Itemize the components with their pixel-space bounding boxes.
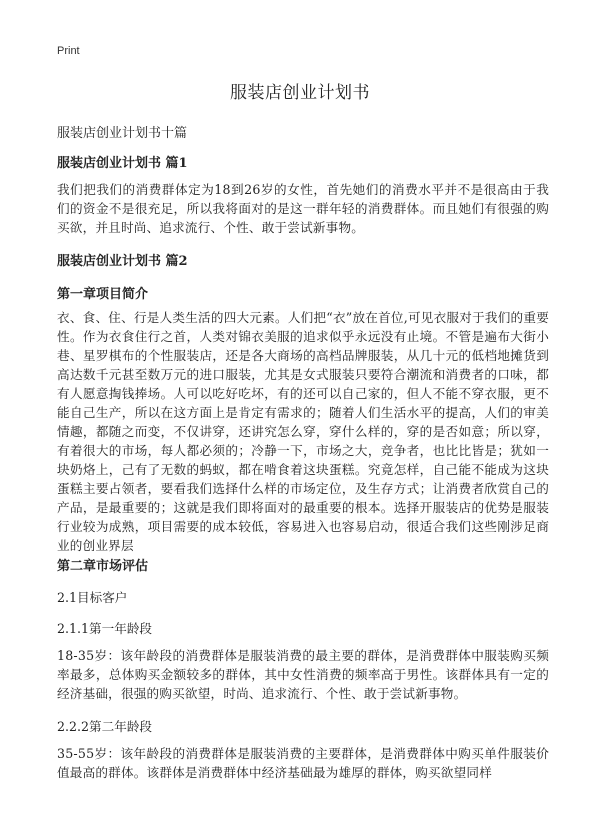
section-2-2-2: 2.2.2第二年龄段 [57,719,153,734]
chapter1-paragraph: 衣、食、住、行是人类生活的四大元素。人们把“衣”放在首位,可见衣服对于我们的重要性。作为衣食住行之首，人类对锦衣美服的追求似乎永远没有止境。不管是遍布大街小巷、星罗棋布的个性服装店，还是各大商场的高档品牌服装，从几十元的低档地摊货到高达数千元甚至数万元的进口服装，尤其是女式服装只要符合潮流和消费者的口味，都有人愿意掏钱捧场。人可以吃好吃坏，有的还可以自己家的，但人不能不穿衣服，更不能自己生产，所以在这方面上是肯定有需求的；随着人们生活水平的提高，人们的审美情趣，都随之而变，不仅讲穿，还讲究怎么穿，穿什么样的，穿的是否如意；所以穿，有着很大的市场，每人都必须的；冷静一下，市场之大，竞争者，也比比皆是；犹如一块奶烙上，己有了无数的蚂蚁，都在啃食着这块蛋糕。究竟怎样，自己能不能成为这块蛋糕主要占领者，要看我们选择什么样的市场定位，及生存方式；让消费者欣赏自己的产品，是最重要的；这就是我们即将面对的最重要的根本。选择开服装店的优势是服装行业较为成熟，项目需要的成本较低，容易进入也容易启动，很适合我们这些刚涉足商业的创业界层 [57,310,549,553]
page-title: 服装店创业计划书 [230,83,370,103]
age-group2-paragraph: 35-55岁：该年龄段的消费群体是服装消费的主要群体，是消费群体中购买单件服装价值最高的群体。该群体是消费群体中经济基础最为雄厚的群体，购买欲望同样 [57,746,549,780]
section2-heading: 服装店创业计划书 篇2 [57,254,188,269]
doc-subtitle: 服装店创业计划书十篇 [57,126,188,141]
section-2-1-1: 2.1.1第一年龄段 [57,621,153,636]
print-label[interactable]: Print [57,45,80,57]
age-group1-paragraph: 18-35岁：该年龄段的消费群体是服装消费的最主要的群体，是消费群体中服装购买频率最多，总体购买金额较多的群体，其中女性消费的频率高于男性。该群体具有一定的经济基础，很强的购买欲望，时尚、追求流行、个性、敢于尝试新事物。 [57,648,549,701]
chapter2-heading: 第二章市场评估 [57,559,149,574]
chapter1-heading: 第一章项目简介 [57,287,149,302]
section-2-1: 2.1目标客户 [57,590,128,605]
section1-paragraph: 我们把我们的消费群体定为18到26岁的女性，首先她们的消费水平并不是很高由于我们的资金不是很充足，所以我将面对的是这一群年轻的消费群体。而且她们有很强的购买欲，并且时尚、追求流行、个性、敢于尝试新事物。 [57,182,549,235]
section1-heading: 服装店创业计划书 篇1 [57,156,188,171]
